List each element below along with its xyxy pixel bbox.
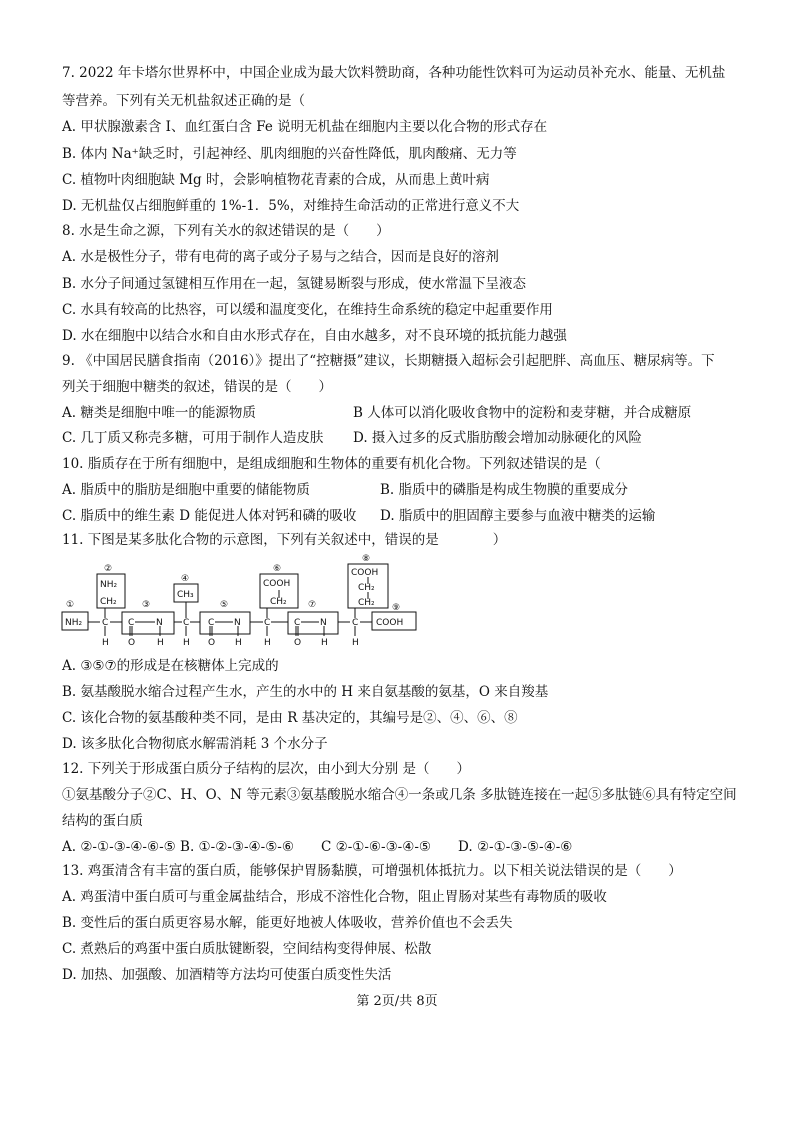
q8-stem: 8. 水是生命之源，下列有关水的叙述错误的是（ ） xyxy=(62,223,390,239)
r4-ch2-lower: CH₂ xyxy=(358,598,375,608)
n-1: N xyxy=(156,618,163,628)
q13-option-c: C. 煮熟后的鸡蛋中蛋白质肽键断裂，空间结构变得伸展、松散 xyxy=(62,941,432,957)
q13-option-b: B. 变性后的蛋白质更容易水解，能更好地被人体吸收，营养价值也不会丢失 xyxy=(62,915,513,931)
r3-cooh: COOH xyxy=(263,579,291,589)
label-num-9: ⑨ xyxy=(392,603,401,613)
h-alpha-1: H xyxy=(102,638,109,648)
q10-option-d: D. 脂质中的胆固醇主要参与血液中糖类的运输 xyxy=(380,508,656,524)
o-1: O xyxy=(128,638,136,648)
q10-option-b: B. 脂质中的磷脂是构成生物膜的重要成分 xyxy=(380,482,629,498)
q12-items-line1: ①氨基酸分子②C、H、O、N 等元素③氨基酸脱水缩合④一条或几条 多肽链连接在一起⑤多肽链⑥具有特定空间 xyxy=(62,787,737,803)
label-num-5: ⑤ xyxy=(220,600,229,610)
o-3: O xyxy=(294,638,302,648)
n-3: N xyxy=(320,618,327,628)
o-2: O xyxy=(208,638,216,648)
cooh-terminal: COOH xyxy=(376,618,404,628)
n-2: N xyxy=(234,618,241,628)
q7-stem-line2: 等营养。下列有关无机盐叙述正确的是（ xyxy=(62,93,305,109)
q11-option-d: D. 该多肽化合物彻底水解需消耗 3 个水分子 xyxy=(62,736,328,752)
q7-option-d: D. 无机盐仅占细胞鲜重的 1%-1．5%，对维持生命活动的正常进行意义不大 xyxy=(62,198,520,214)
q8-option-d: D. 水在细胞中以结合水和自由水形式存在，自由水越多，对不良环境的抵抗能力越强 xyxy=(62,328,567,344)
q9-option-c: C. 几丁质又称壳多糖，可用于制作人造皮肤 xyxy=(62,430,324,446)
q8-option-c: C. 水具有较高的比热容，可以缓和温度变化，在维持生命系统的稳定中起重要作用 xyxy=(62,302,553,318)
r1-nh2: NH₂ xyxy=(100,580,118,590)
label-num-4: ④ xyxy=(181,574,190,584)
q12-options: A. ②-①-③-④-⑥-⑤ B. ①-②-③-④-⑤-⑥ C ②-①-⑥-③-④-⑤ D. ②-①-③-⑤-④-⑥ xyxy=(62,839,573,855)
q9-stem-line2: 列关于细胞中糖类的叙述，错误的是（ ） xyxy=(62,379,332,395)
q10-option-c: C. 脂质中的维生素 D 能促进人体对钙和磷的吸收 xyxy=(62,508,357,524)
q11-stem: 11. 下图是某多肽化合物的示意图，下列有关叙述中，错误的是 ） xyxy=(62,532,507,548)
r4-cooh: COOH xyxy=(351,568,379,578)
q7-option-a: A. 甲状腺激素含 I、血红蛋白含 Fe 说明无机盐在细胞内主要以化合物的形式存在 xyxy=(62,119,548,135)
q8-option-a: A. 水是极性分子，带有电荷的离子或分子易与之结合，因而是良好的溶剂 xyxy=(62,249,499,265)
q11-option-b: B. 氨基酸脱水缩合过程产生水，产生的水中的 H 来自氨基酸的氨基，O 来自羧基 xyxy=(62,684,549,700)
h-n-1: H xyxy=(157,638,164,648)
label-num-3: ③ xyxy=(142,600,151,610)
c-alpha-3: C xyxy=(264,618,271,628)
h-n-2: H xyxy=(235,638,242,648)
q11-option-c: C. 该化合物的氨基酸种类不同，是由 R 基决定的，其编号是②、④、⑥、⑧ xyxy=(62,710,518,726)
page-number: 第 2页/共 8页 xyxy=(356,994,438,1009)
q11-option-a: A. ③⑤⑦的形成是在核糖体上完成的 xyxy=(62,658,279,674)
q10-stem: 10. 脂质存在于所有细胞中，是组成细胞和生物体的重要有机化合物。下列叙述错误的是（ xyxy=(62,456,601,472)
c-alpha-4: C xyxy=(352,618,359,628)
label-num-7: ⑦ xyxy=(308,600,317,610)
q12-items-line2: 结构的蛋白质 xyxy=(62,813,143,829)
h-n-3: H xyxy=(321,638,328,648)
label-num-8: ⑧ xyxy=(362,554,371,564)
r3-ch2: CH₂ xyxy=(270,597,287,607)
c-alpha-1: C xyxy=(102,618,109,628)
r1-ch2: CH₂ xyxy=(100,597,117,607)
q9-option-b: B 人体可以消化吸收食物中的淀粉和麦芽糖，并合成糖原 xyxy=(353,405,692,421)
h-alpha-4: H xyxy=(352,638,359,648)
polypeptide-diagram xyxy=(60,552,420,652)
q8-option-b: B. 水分子间通过氢键相互作用在一起，氢键易断裂与形成，使水常温下呈液态 xyxy=(62,276,527,292)
q9-stem-line1: 9. 《中国居民膳食指南（2016）》提出了“控糖摄”建议，长期糖摄入超标会引起肥胖、高血压、糖尿病等。下 xyxy=(62,353,715,369)
q12-stem: 12. 下列关于形成蛋白质分子结构的层次，由小到大分别 是（ ） xyxy=(62,761,471,777)
c-alpha-2: C xyxy=(183,618,190,628)
r4-ch2-upper: CH₂ xyxy=(358,583,375,593)
q7-option-b: B. 体内 Na⁺缺乏时，引起神经、肌肉细胞的兴奋性降低，肌肉酸痛、无力等 xyxy=(62,146,517,162)
q7-stem-line1: 7. 2022 年卡塔尔世界杯中，中国企业成为最大饮料赞助商，各种功能性饮料可为运动员补充水、能量、无机盐 xyxy=(62,65,726,81)
h-alpha-2: H xyxy=(183,638,190,648)
label-num-6: ⑥ xyxy=(273,564,282,574)
nh2-terminal: NH₂ xyxy=(65,618,83,628)
c-carbonyl-3: C xyxy=(294,618,301,628)
q9-option-d: D. 摄入过多的反式脂肪酸会增加动脉硬化的风险 xyxy=(353,430,642,446)
label-num-2: ② xyxy=(104,564,113,574)
c-carbonyl-2: C xyxy=(208,618,215,628)
q10-option-a: A. 脂质中的脂肪是细胞中重要的储能物质 xyxy=(62,482,310,498)
q7-option-c: C. 植物叶肉细胞缺 Mg 时，会影响植物花青素的合成，从而患上黄叶病 xyxy=(62,172,490,188)
r2-ch3: CH₃ xyxy=(177,590,194,600)
q13-option-d: D. 加热、加强酸、加酒精等方法均可使蛋白质变性失活 xyxy=(62,967,392,983)
c-carbonyl-1: C xyxy=(128,618,135,628)
label-num-1: ① xyxy=(66,600,75,610)
q13-option-a: A. 鸡蛋清中蛋白质可与重金属盐结合，形成不溶性化合物，阻止胃肠对某些有毒物质的吸收 xyxy=(62,889,607,905)
q9-option-a: A. 糖类是细胞中唯一的能源物质 xyxy=(62,405,256,421)
h-alpha-3: H xyxy=(264,638,271,648)
q13-stem: 13. 鸡蛋清含有丰富的蛋白质，能够保护胃肠黏膜，可增强机体抵抗力。以下相关说法错误的是（ ） xyxy=(62,863,682,879)
